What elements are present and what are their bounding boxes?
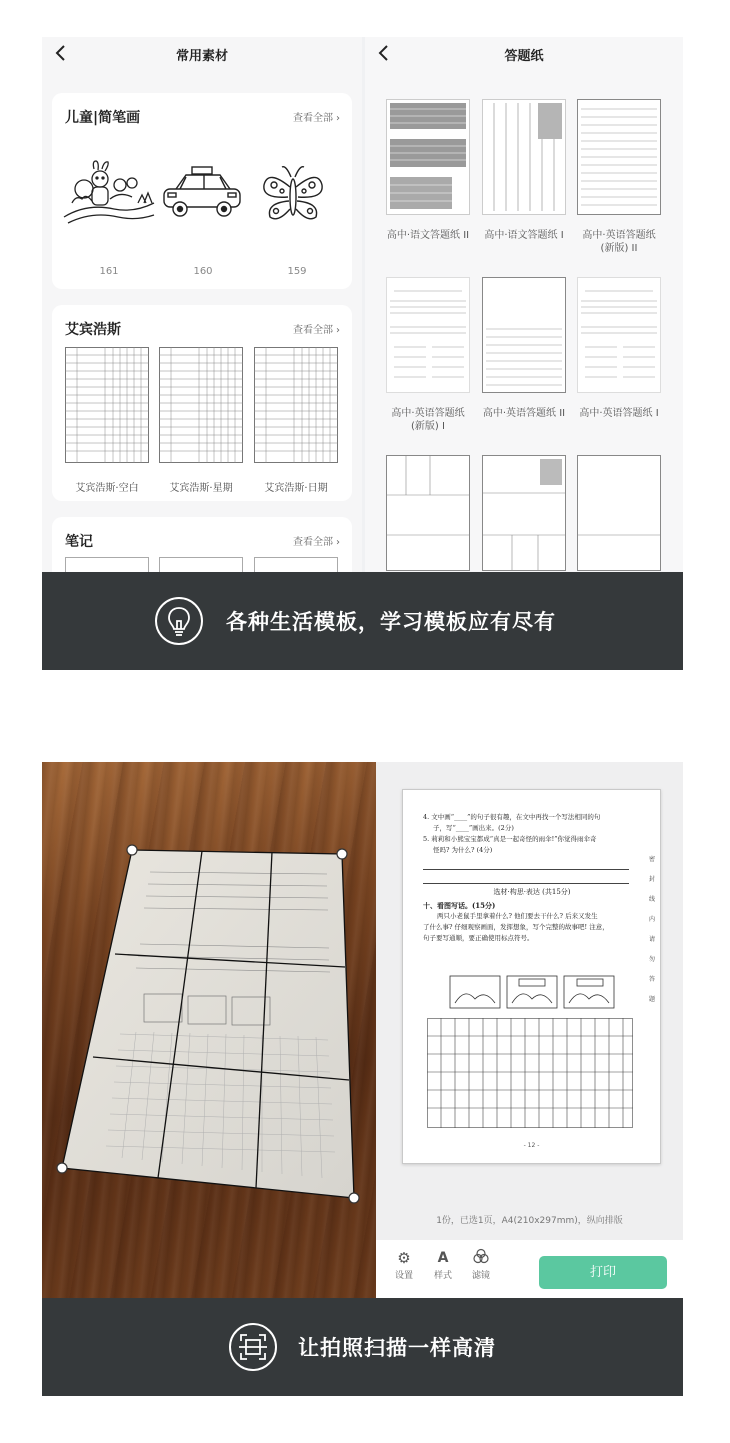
answer-sheet-screen: [365, 37, 683, 572]
answer-sheet-thumbnail[interactable]: [482, 99, 566, 215]
gear-icon: ⚙: [397, 1249, 411, 1267]
answer-sheet-nav-bar: [365, 37, 683, 73]
scan-icon: [229, 1323, 277, 1371]
ebbinghaus-date-thumbnail[interactable]: [254, 347, 338, 463]
filter-icon: [465, 1248, 497, 1268]
feature-banner-templates: [42, 572, 683, 670]
see-all-link[interactable]: 查看全部 ›: [293, 113, 340, 124]
print-summary: 1份，已选1页，A4(210x297mm)，纵向排版: [436, 1216, 623, 1226]
page-title: 常用素材: [175, 49, 228, 64]
see-all-link[interactable]: 查看全部 ›: [293, 537, 340, 548]
comic-panels: [449, 975, 615, 1009]
document-text: [423, 812, 641, 944]
question-title: 十、看图写话。(15分): [423, 901, 496, 910]
answer-sheet-label: 高中·英语答题纸 (新版) I: [391, 408, 465, 432]
chevron-right-icon: ›: [336, 537, 340, 548]
taxi-drawing-thumbnail[interactable]: [160, 165, 244, 223]
notes-thumbnail[interactable]: [159, 557, 243, 572]
answer-sheet-label: 高中·英语答题纸 II: [482, 408, 566, 419]
font-style-icon: A: [437, 1250, 449, 1266]
template-label: 艾宾浩斯·星期: [169, 483, 233, 494]
item-count: 159: [287, 266, 307, 277]
seal-line-text: 密 封 线 内 请 勿 答 题: [648, 856, 655, 1003]
bottom-toolbar: [376, 1240, 683, 1298]
lightbulb-icon: [155, 597, 203, 645]
writing-grid: [427, 1018, 633, 1128]
section-title: 笔记: [65, 534, 93, 550]
answer-sheet-thumbnail[interactable]: [577, 99, 661, 215]
section-title: 艾宾浩斯: [65, 322, 121, 338]
page-title: 答题纸: [504, 49, 544, 64]
doc-line: 4. 文中画“____”的句子很有趣，在文中再找一个写法相同的句: [423, 813, 601, 821]
scan-crop-overlay[interactable]: [42, 762, 376, 1298]
banner-text: 各种生活模板，学习模板应有尽有: [226, 610, 556, 634]
answer-sheet-thumbnail[interactable]: [577, 277, 661, 393]
answer-sheet-thumbnail[interactable]: [386, 277, 470, 393]
butterfly-drawing-thumbnail[interactable]: [260, 163, 326, 225]
chevron-right-icon: ›: [336, 325, 340, 336]
scanned-document-page: [402, 789, 661, 1164]
camera-photo-view: [42, 762, 376, 1298]
materials-screen: [42, 37, 362, 572]
handwriting-line: [423, 870, 629, 884]
banner-text: 让拍照扫描一样高清: [298, 1336, 496, 1360]
ebbinghaus-week-thumbnail[interactable]: [159, 347, 243, 463]
feature-banner-scan: [42, 1298, 683, 1396]
item-count: 160: [193, 266, 213, 277]
ebbinghaus-blank-thumbnail[interactable]: [65, 347, 149, 463]
chevron-right-icon: ›: [336, 113, 340, 124]
style-button[interactable]: A 样式: [427, 1248, 459, 1281]
print-button[interactable]: 打印: [539, 1256, 667, 1289]
page-number: - 12 -: [523, 1142, 540, 1149]
doc-line: 5. 莉莉和小熊宝宝都成“真是一起奇怪的雨伞!”你觉得雨伞奇: [423, 835, 597, 843]
answer-sheet-thumbnail[interactable]: [386, 455, 470, 571]
answer-sheet-thumbnail[interactable]: [577, 455, 661, 571]
template-showcase-panel: [42, 37, 683, 572]
answer-sheet-thumbnail[interactable]: [482, 455, 566, 571]
see-all-link[interactable]: 查看全部 ›: [293, 325, 340, 336]
section-kids-drawings: [52, 93, 352, 289]
filter-button[interactable]: 滤镜: [465, 1248, 497, 1281]
handwriting-line: [423, 856, 629, 870]
settings-button[interactable]: ⚙ 设置: [388, 1248, 420, 1281]
section-ebbinghaus: [52, 305, 352, 501]
item-count: 161: [99, 266, 119, 277]
scan-preview-screen: [376, 762, 683, 1298]
section-score: 选材·构思·表达 (共15分): [493, 888, 571, 896]
doc-line: 两只小老鼠手里拿着什么? 他们要去干什么? 后来又发生: [437, 912, 598, 920]
answer-sheet-thumbnail[interactable]: [482, 277, 566, 393]
notes-thumbnail[interactable]: [254, 557, 338, 572]
materials-nav-bar: [42, 37, 362, 73]
doc-line: 句子要写通顺，要正确使用标点符号。: [423, 934, 534, 942]
answer-sheet-label: 高中·语文答题纸 II: [386, 230, 470, 241]
answer-sheet-label: 高中·语文答题纸 I: [484, 230, 564, 241]
template-label: 艾宾浩斯·日期: [264, 483, 328, 494]
answer-sheet-label: 高中·英语答题纸 (新版) II: [582, 230, 656, 254]
answer-sheet-thumbnail[interactable]: [386, 99, 470, 215]
kids-drawing-thumbnail[interactable]: [62, 159, 157, 225]
doc-line: 子，写“____”画出来。(2分): [433, 824, 514, 832]
notes-thumbnail[interactable]: [65, 557, 149, 572]
section-title: 儿童|简笔画: [65, 110, 141, 126]
section-notes: [52, 517, 352, 572]
doc-line: 怪吗? 为什么? (4分): [433, 846, 493, 854]
answer-sheet-label: 高中·英语答题纸 I: [579, 408, 659, 419]
template-label: 艾宾浩斯·空白: [75, 483, 139, 494]
doc-line: 了什么事? 仔细观察画面，发挥想象，写个完整的故事吧! 注意，: [423, 923, 609, 931]
